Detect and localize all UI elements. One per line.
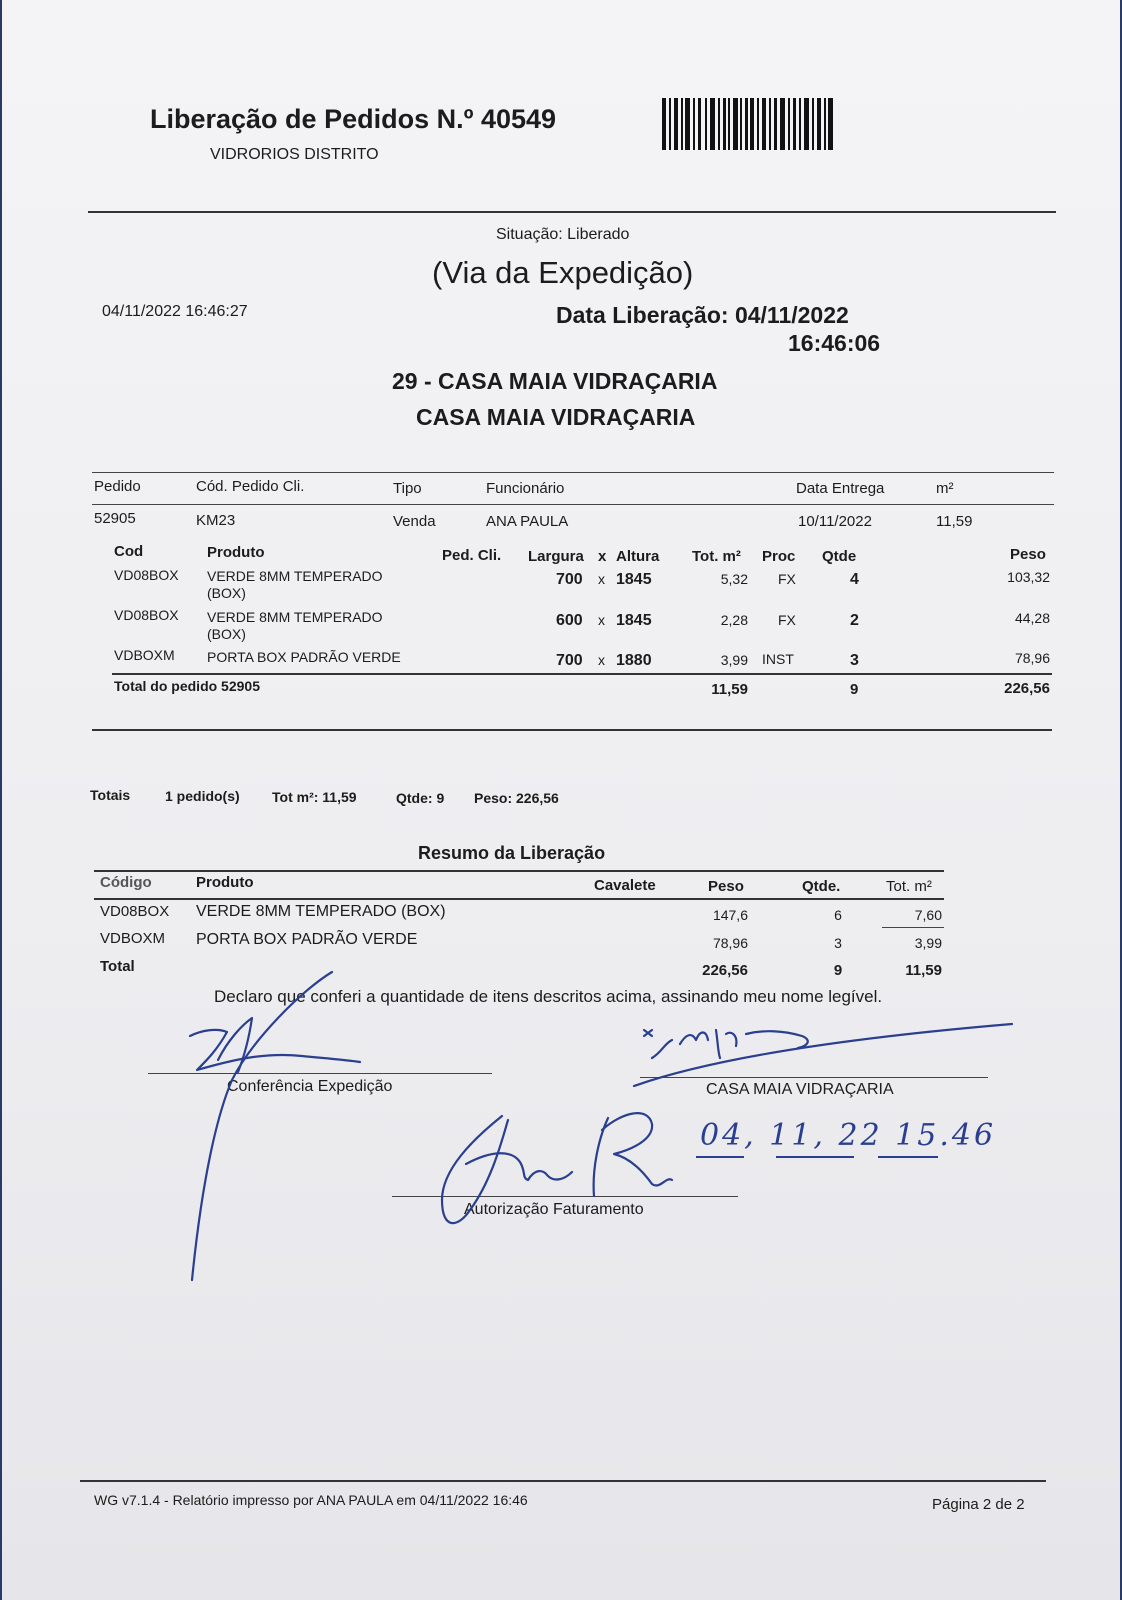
totals-pedidos: 1 pedido(s) [165, 788, 240, 804]
summary-row-1-codigo: VD08BOX [100, 903, 170, 920]
summary-col-peso: Peso [708, 878, 744, 895]
summary-col-cavalete: Cavalete [594, 877, 656, 894]
release-date: Data Liberação: 04/11/2022 [556, 302, 849, 328]
signature-paula-letters [594, 1113, 672, 1196]
signature-label-cliente: CASA MAIA VIDRAÇARIA [706, 1081, 894, 1098]
signature-label-conferencia: Conferência Expedição [227, 1078, 393, 1095]
summary-col-tot-m2: Tot. m² [886, 878, 932, 895]
item-2-qtde: 2 [850, 612, 859, 629]
summary-row-1-produto: VERDE 8MM TEMPERADO (BOX) [196, 903, 446, 920]
item-3-x: x [598, 652, 605, 668]
item-2-altura: 1845 [616, 612, 652, 629]
summary-row-2-peso: 78,96 [712, 935, 748, 951]
items-col-cod: Cod [114, 543, 144, 560]
items-col-altura: Altura [616, 548, 660, 565]
declaration-text: Declaro que conferi a quantidade de itens descritos acima, assinando meu nome legível. [214, 987, 883, 1006]
item-1-largura: 700 [556, 571, 583, 588]
handwritten-signatures [2, 0, 1120, 1600]
signature-ana-letters [466, 1153, 572, 1180]
totals-peso: Peso: 226,56 [474, 790, 559, 806]
order-funcionario-value: ANA PAULA [486, 513, 569, 530]
items-col-produto: Produto [207, 544, 265, 561]
order-total-peso: 226,56 [1004, 680, 1050, 697]
col-m2: m² [936, 480, 954, 497]
order-total-qtde: 9 [850, 681, 859, 698]
item-1-x: x [598, 571, 605, 587]
col-data-entrega: Data Entrega [796, 480, 885, 497]
item-1-qtde: 4 [850, 571, 859, 588]
signature-label-autorizacao: Autorização Faturamento [464, 1201, 644, 1218]
summary-row-2-tot-m2: 3,99 [914, 935, 942, 951]
signature-conferencia-flourish [190, 1030, 360, 1070]
item-1-cod: VD08BOX [114, 567, 179, 583]
handwritten-date: 04, 11, 22 15.46 [700, 1118, 997, 1153]
totals-tot-m2: Tot m²: 11,59 [272, 789, 357, 805]
items-col-largura: Largura [528, 548, 584, 565]
item-3-peso: 78,96 [1014, 650, 1050, 666]
items-col-qtde: Qtde [822, 548, 857, 565]
summary-title: Resumo da Liberação [418, 843, 606, 863]
col-funcionario: Funcionário [486, 480, 565, 497]
item-2-proc: FX [778, 612, 796, 628]
summary-row-2-codigo: VDBOXM [100, 930, 166, 947]
order-m2-value: 11,59 [936, 513, 973, 530]
document-page [2, 0, 1120, 1600]
document-title: Liberação de Pedidos N.º 40549 [150, 104, 557, 134]
items-col-peso: Peso [1010, 546, 1046, 563]
signature-conferencia-stroke [192, 972, 332, 1280]
col-cod-pedido-cli: Cód. Pedido Cli. [196, 478, 305, 495]
item-1-tot-m2: 5,32 [720, 571, 748, 587]
summary-total-label: Total [100, 958, 135, 975]
item-1-proc: FX [778, 571, 796, 587]
item-2-tot-m2: 2,28 [720, 612, 748, 628]
totals-qtde: Qtde: 9 [396, 790, 445, 806]
footer-page-number: Página 2 de 2 [932, 1496, 1025, 1513]
copy-label: (Via da Expedição) [432, 255, 694, 290]
order-total-label: Total do pedido 52905 [114, 678, 260, 694]
signature-cliente-name [652, 1030, 808, 1058]
print-datetime: 04/11/2022 16:46:27 [102, 303, 248, 320]
items-col-proc: Proc [762, 548, 796, 565]
summary-row-1-tot-m2: 7,60 [914, 907, 942, 923]
summary-col-produto: Produto [196, 874, 254, 891]
signature-ana-initial [442, 1116, 508, 1223]
summary-col-qtde: Qtde. [802, 878, 841, 895]
items-col-x: x [598, 548, 607, 565]
item-2-x: x [598, 612, 605, 628]
summary-row-1-peso: 147,6 [712, 907, 748, 923]
item-1-altura: 1845 [616, 571, 652, 588]
client-line-2: CASA MAIA VIDRAÇARIA [416, 404, 696, 430]
col-tipo: Tipo [393, 480, 422, 497]
summary-col-codigo: Código [100, 874, 152, 891]
item-3-cod: VDBOXM [114, 647, 175, 663]
summary-total-m2: 11,59 [905, 962, 942, 979]
footer-divider [80, 1480, 1046, 1482]
summary-row-2-produto: PORTA BOX PADRÃO VERDE [196, 931, 418, 948]
totals-label: Totais [90, 787, 131, 803]
item-2-produto: VERDE 8MM TEMPERADO [207, 609, 383, 625]
item-3-largura: 700 [556, 652, 583, 669]
signature-cliente-swoosh [634, 1024, 1012, 1086]
items-col-ped-cli: Ped. Cli. [442, 547, 502, 564]
company-name: VIDRORIOS DISTRITO [210, 146, 379, 163]
item-3-tot-m2: 3,99 [720, 652, 748, 668]
items-col-tot-m2: Tot. m² [692, 548, 741, 565]
footer-left: WG v7.1.4 - Relatório impresso por ANA PAULA em 04/11/2022 16:46 [94, 1492, 528, 1508]
item-1-produto: VERDE 8MM TEMPERADO [207, 568, 383, 584]
signature-cliente-x [644, 1030, 652, 1036]
release-time: 16:46:06 [788, 330, 881, 356]
item-3-proc: INST [762, 651, 794, 667]
order-cod-value: KM23 [196, 512, 236, 529]
item-3-produto: PORTA BOX PADRÃO VERDE [207, 649, 401, 665]
item-2-peso: 44,28 [1014, 610, 1050, 626]
item-2-cod: VD08BOX [114, 607, 179, 623]
item-3-altura: 1880 [616, 652, 652, 669]
summary-total-qtde: 9 [833, 962, 843, 979]
order-pedido-value: 52905 [94, 510, 136, 527]
item-2-produto-2: (BOX) [207, 626, 246, 642]
client-line-1: 29 - CASA MAIA VIDRAÇARIA [392, 368, 718, 394]
col-pedido: Pedido [94, 478, 141, 495]
summary-row-2-qtde: 3 [834, 935, 842, 951]
order-total-m2: 11,59 [711, 681, 748, 698]
summary-total-peso: 226,56 [702, 962, 748, 979]
item-1-produto-2: (BOX) [207, 585, 246, 601]
order-tipo-value: Venda [393, 513, 436, 530]
item-1-peso: 103,32 [1007, 569, 1050, 585]
item-2-largura: 600 [556, 612, 583, 629]
situation-text: Situação: Liberado [496, 226, 630, 243]
item-3-qtde: 3 [850, 652, 859, 669]
order-data-entrega-value: 10/11/2022 [798, 513, 872, 530]
summary-row-1-qtde: 6 [834, 907, 842, 923]
